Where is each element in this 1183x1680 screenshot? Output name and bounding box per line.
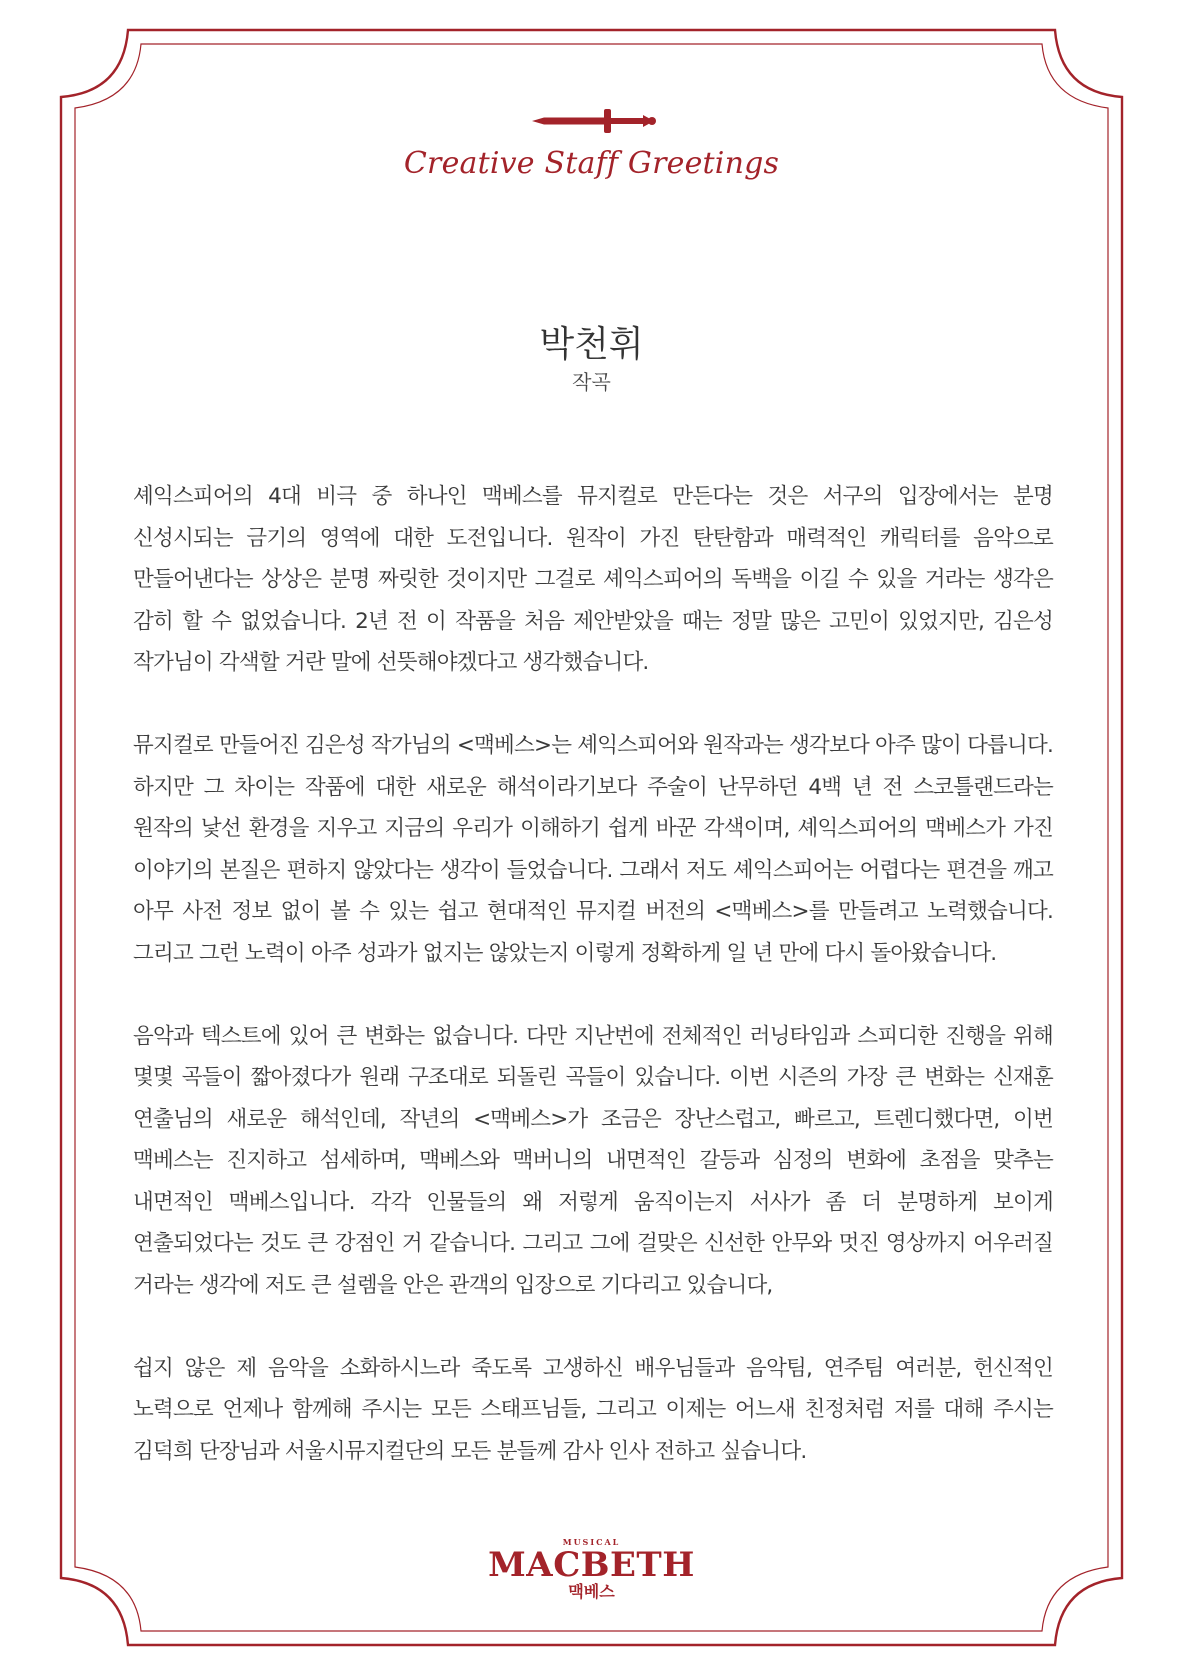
macbeth-logo — [0, 1537, 1183, 1601]
author-block — [0, 322, 1183, 396]
author-name: 박천휘 — [539, 324, 644, 365]
logo-korean-title: 맥베스 — [568, 1582, 615, 1601]
section-heading: Creative Staff Greetings — [403, 146, 780, 181]
logo-musical-text: MUSICAL — [562, 1537, 621, 1547]
author-role: 작곡 — [572, 370, 611, 394]
greeting-paragraph: 쉽지 않은 제 음악을 소화하시느라 죽도록 고생하신 배우님들과 음악팀, 연주팀 여러분, 헌신적인 노력으로 언제나 함께해 주시는 모든 스태프님들, 그리고 이제는 어느새 친정처럼 저를 대해 주시는 김덕희 단장님과 서울시뮤지컬단의 모든 분들께 감사 인사 전하고 싶습니다. — [133, 1355, 1053, 1464]
logo-title: MACBETH — [488, 1545, 695, 1585]
greeting-paragraph: 뮤지컬로 만들어진 김은성 작가님의 <맥베스>는 셰익스피어와 원작과는 생각보다 아주 많이 다릅니다. 하지만 그 차이는 작품에 대한 새로운 해석이라기보다 주술이 난무하던 4백 년 전 스코틀랜드라는 원작의 낯선 환경을 지우고 지금의 우리가 이해하기 쉽게 바꾼 각색이며, 셰익스피어의 맥베스가 가진 이야기의 본질은 편하지 않았다는 생각이 들었습니다. 그래서 저도 셰익스피어는 어렵다는 편견을 깨고 아무 사전 정보 없이 볼 수 있는 쉽고 현대적인 뮤지컬 버전의 <맥베스>를 만들려고 노력했습니다. 그리고 그런 노력이 아주 성과가 없지는 않았는지 이렇게 정확하게 일 년 만에 다시 돌아왔습니다. — [133, 733, 1053, 966]
greeting-paragraph: 셰익스피어의 4대 비극 중 하나인 맥베스를 뮤지컬로 만든다는 것은 서구의 입장에서는 분명 신성시되는 금기의 영역에 대한 도전입니다. 원작이 가진 탄탄함과 매력적인 캐릭터를 음악으로 만들어낸다는 상상은 분명 짜릿한 것이지만 그걸로 셰익스피어의 독백을 이길 수 있을 거라는 생각은 감히 할 수 없었습니다. 2년 전 이 작품을 처음 제안받았을 때는 정말 많은 고민이 있었지만, 김은성 작가님이 각색할 거란 말에 선뜻해야겠다고 생각했습니다. — [133, 484, 1053, 675]
greeting-body — [133, 476, 1053, 1514]
dagger-icon — [530, 106, 658, 136]
greeting-paragraph: 음악과 텍스트에 있어 큰 변화는 없습니다. 다만 지난번에 전체적인 러닝타임과 스피디한 진행을 위해 몇몇 곡들이 짧아졌다가 원래 구조대로 되돌린 곡들이 있습니다. 이번 시즌의 가장 큰 변화는 신재훈 연출님의 새로운 해석인데, 작년의 <맥베스>가 조금은 장난스럽고, 빠르고, 트렌디했다면, 이번 맥베스는 진지하고 섬세하며, 맥베스와 맥버니의 내면적인 갈등과 심정의 변화에 초점을 맞추는 내면적인 맥베스입니다. 각각 인물들의 왜 저렇게 움직이는지 서사가 좀 더 분명하게 보이게 연출되었다는 것도 큰 강점인 거 같습니다. 그리고 그에 걸맞은 신선한 안무와 멋진 영상까지 어우러질 거라는 생각에 저도 큰 설렘을 안은 관객의 입장으로 기다리고 있습니다, — [133, 1023, 1053, 1298]
